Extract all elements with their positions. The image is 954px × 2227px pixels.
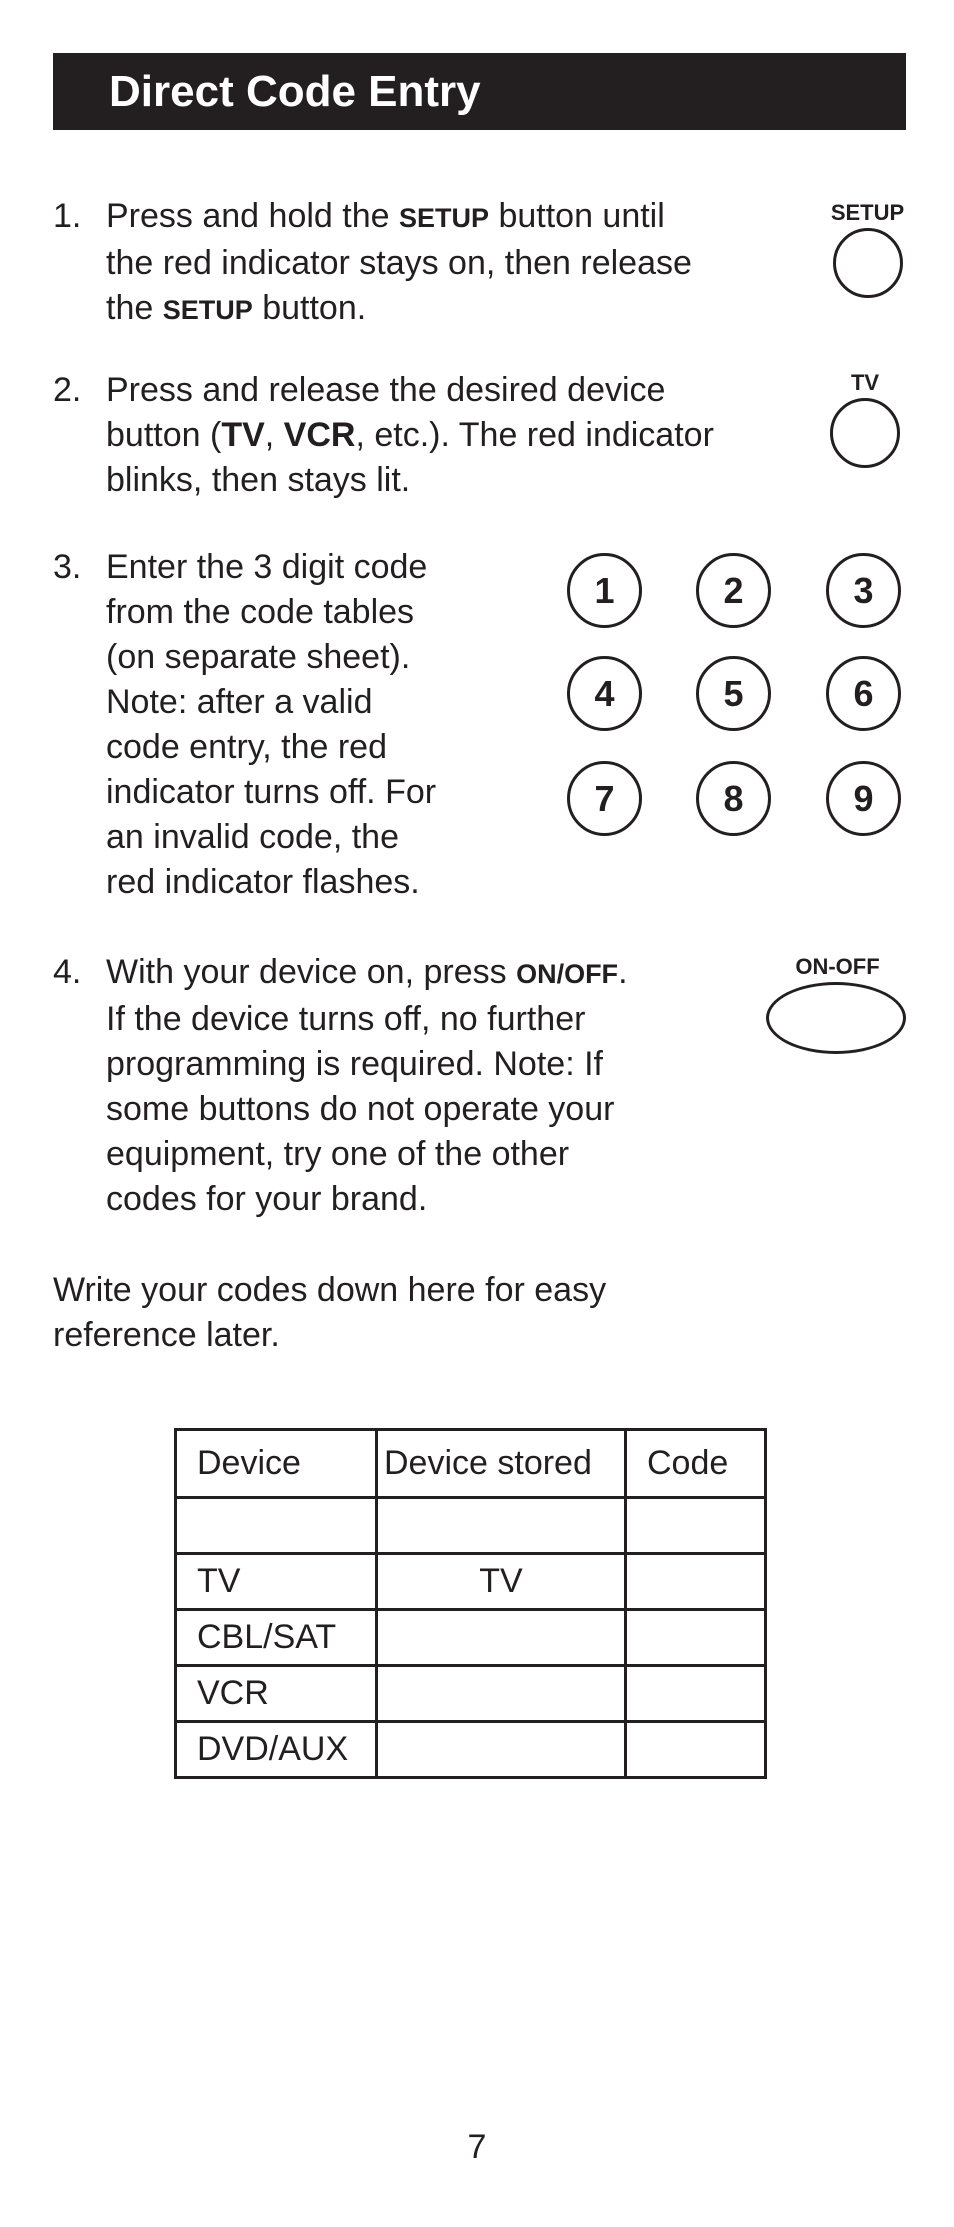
step-text: Press and hold the SETUP button until the red indicator stays on, then release the SETUP button. — [106, 197, 692, 327]
page-number: 7 — [467, 2128, 487, 2166]
table-cell — [626, 1554, 766, 1610]
table-cell — [626, 1610, 766, 1666]
table-cell: CBL/SAT — [176, 1610, 377, 1666]
step-text: Enter the 3 digit code from the code tables (on separate sheet). Note: after a valid code entry, the red indicator turns off. For an invalid code, the red indicator flashes. — [106, 548, 437, 901]
step-text: Press and release the desired device button (TV, VCR, etc.). The red indicator blinks, then stays lit. — [106, 371, 714, 499]
table-row — [176, 1498, 766, 1554]
column-header-device: Device — [176, 1430, 377, 1498]
key-2-icon: 2 — [696, 553, 771, 628]
step-number: 4. — [53, 953, 82, 991]
table-cell: TV — [377, 1554, 626, 1610]
codes-note: Write your codes down here for easy reference later. — [53, 1271, 607, 1354]
table-cell: DVD/AUX — [176, 1722, 377, 1778]
table-header-row — [176, 1430, 766, 1498]
step-text: With your device on, press ON/OFF. If the device turns off, no further programming is required. Note: If some buttons do not operate your equipment, try one of the other codes for your brand. — [106, 953, 628, 1218]
setup-button-icon — [833, 228, 903, 298]
key-4-icon: 4 — [567, 656, 642, 731]
column-header-device-stored: Device stored — [377, 1430, 626, 1498]
key-8-icon: 8 — [696, 761, 771, 836]
key-9-icon: 9 — [826, 761, 901, 836]
table-cell — [377, 1722, 626, 1778]
key-7-icon: 7 — [567, 761, 642, 836]
key-3-icon: 3 — [826, 553, 901, 628]
table-cell — [377, 1610, 626, 1666]
on-off-button-label: ON-OFF — [795, 954, 880, 979]
key-5-icon: 5 — [696, 656, 771, 731]
table-cell — [626, 1498, 766, 1554]
table-cell: TV — [176, 1554, 377, 1610]
page-title: Direct Code Entry — [53, 53, 906, 130]
table-row — [176, 1722, 766, 1778]
key-6-icon: 6 — [826, 656, 901, 731]
column-header-code: Code — [626, 1430, 766, 1498]
table-cell — [377, 1498, 626, 1554]
table-cell — [176, 1498, 377, 1554]
table-row — [176, 1666, 766, 1722]
tv-button-label: TV — [850, 370, 880, 395]
table-row — [176, 1610, 766, 1666]
table-row — [176, 1554, 766, 1610]
setup-button-label: SETUP — [830, 200, 905, 225]
table-cell: VCR — [176, 1666, 377, 1722]
codes-table — [174, 1428, 767, 1779]
table-cell — [377, 1666, 626, 1722]
key-1-icon: 1 — [567, 553, 642, 628]
step-number: 2. — [53, 371, 82, 409]
step-number: 3. — [53, 548, 82, 586]
table-cell — [626, 1722, 766, 1778]
on-off-button-icon — [766, 982, 906, 1054]
table-cell — [626, 1666, 766, 1722]
tv-button-icon — [830, 398, 900, 468]
step-number: 1. — [53, 197, 82, 235]
